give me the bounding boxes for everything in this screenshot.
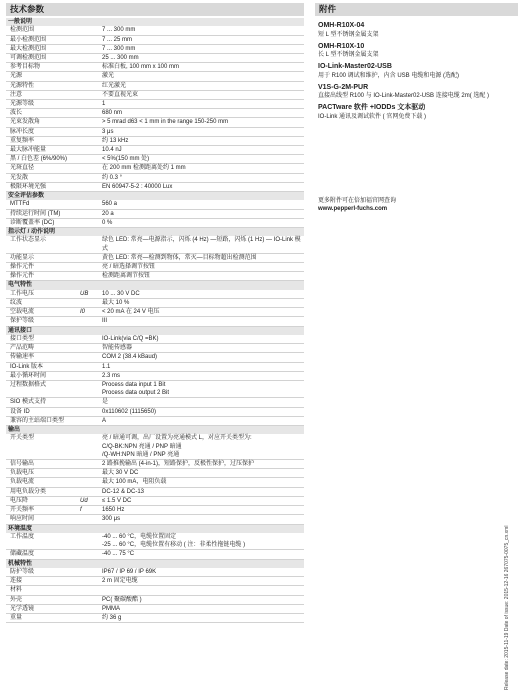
spec-label: 负载电流 [10, 479, 35, 486]
spec-label: 设备 ID [10, 408, 30, 415]
spec-value: -40 ... 75 °C [102, 551, 135, 558]
spec-row [6, 434, 304, 460]
spec-label: 波长 [10, 110, 23, 117]
spec-value: III [102, 318, 108, 325]
spec-label: 纹波 [10, 300, 23, 307]
spec-row [6, 109, 304, 118]
spec-value: 红光激光 [102, 82, 127, 89]
spec-label: 操作元件 [10, 264, 35, 271]
spec-value: > 5 mrad d63 < 1 mm in the range 150-250 mm [102, 119, 229, 126]
spec-value: 0 % [102, 219, 113, 226]
spec-label: 最小检测范围 [10, 36, 47, 43]
spec-symbol: I0 [80, 309, 86, 316]
spec-label: 空载电流 [10, 309, 35, 316]
spec-row [6, 344, 304, 353]
spec-value: 约 13 kHz [102, 137, 129, 144]
spec-value: < 20 mA 在 24 V 电压 [102, 309, 160, 316]
spec-value: IO-Link(via C/Q =BK) [102, 336, 159, 343]
accessory-description: 短 L 型不锈钢金属支架 [318, 31, 379, 38]
spec-label: 黑 / 白色差 (6%/90%) [10, 156, 68, 163]
spec-label: 光束发散角 [10, 119, 41, 126]
spec-label: 储藏温度 [10, 551, 35, 558]
spec-row [6, 100, 304, 109]
spec-value: 300 μs [102, 516, 121, 523]
spec-row [6, 137, 304, 146]
spec-row [6, 290, 304, 299]
spec-row [6, 82, 304, 91]
release-info-sidebar: Release date: 2015-11-19 Date of issue: 2015-12-16 267075-0075_cn.xml [504, 525, 510, 690]
spec-label: 工作电压 [10, 290, 35, 297]
spec-value: 560 a [102, 201, 118, 208]
spec-row [6, 45, 304, 54]
spec-value: 黄色 LED: 常亮—检测到物体，常灭—目标物超出检测范围 [102, 254, 257, 261]
spec-row [6, 236, 304, 253]
spec-label: 光发散 [10, 174, 29, 181]
spec-row [6, 128, 304, 137]
spec-value: 7 ... 300 mm [102, 45, 136, 52]
spec-row [6, 299, 304, 308]
spec-label: 持续运行时间 (TM) [10, 210, 61, 217]
accessory-description: 长 L 型不锈钢金属支架 [318, 52, 379, 58]
accessory-name: OMH-R10X-04 [318, 22, 365, 29]
spec-row [6, 183, 304, 192]
spec-row [6, 372, 304, 381]
spec-label: 传输速率 [10, 354, 35, 361]
spec-row [6, 515, 304, 524]
accessory-description: 直接出线型 R100 与 IO-Link-Master02-USB 连接电缆 2m( 选配 ) [318, 93, 490, 99]
section-header: 机械特性 [6, 560, 304, 568]
spec-row [6, 506, 304, 515]
spec-row [6, 586, 304, 595]
spec-row [6, 353, 304, 362]
spec-row [6, 210, 304, 219]
spec-symbol: Ud [80, 497, 88, 504]
spec-row [6, 174, 304, 183]
spec-row [6, 605, 304, 614]
spec-label: 连接 [10, 578, 23, 585]
spec-row [6, 417, 304, 426]
spec-value: 1650 Hz [102, 507, 125, 514]
spec-value: 激光 [102, 73, 115, 80]
accessories-header: 附件 [315, 3, 518, 16]
spec-value: 检测距离调节按钮 [102, 273, 151, 280]
spec-label: 光斑直径 [10, 165, 35, 172]
spec-value: 7 ... 25 mm [102, 36, 133, 43]
spec-label: 极限环境光强 [10, 183, 47, 190]
accessory-description: 用于 R100 调试和维护，内含 USB 电缆和电源 (选配) [318, 72, 460, 79]
spec-label: 最大脉冲能量 [10, 147, 47, 154]
spec-label: 光源特性 [10, 82, 35, 89]
spec-value: 最大 10 % [102, 300, 130, 307]
spec-row [6, 469, 304, 478]
spec-value: PC( 聚碳酸酯 ) [102, 596, 142, 603]
spec-value: 约 36 g [102, 614, 122, 621]
more-info [318, 197, 518, 213]
spec-table [6, 18, 304, 623]
spec-row [6, 317, 304, 326]
spec-value: 不要直视光束 [102, 91, 139, 98]
spec-row [6, 614, 304, 623]
spec-label: 电压降 [10, 497, 29, 504]
spec-label: 过程数据格式 [10, 382, 47, 389]
spec-value: 1 [102, 101, 106, 108]
spec-value: PMMA [102, 605, 120, 612]
spec-row [6, 335, 304, 344]
spec-value: < 5%(150 mm 处) [102, 156, 150, 163]
spec-row [6, 54, 304, 63]
spec-label: 功能显示 [10, 254, 35, 261]
spec-value: 约 0.3 ° [102, 174, 123, 181]
spec-label: 防护等级 [10, 568, 35, 575]
spec-row [6, 596, 304, 605]
spec-label: 工作状态显示 [10, 237, 47, 244]
spec-row [6, 478, 304, 487]
tech-spec-header: 技术参数 [6, 3, 304, 16]
spec-label: 脉冲长度 [10, 128, 35, 135]
spec-label: 保护等级 [10, 318, 35, 325]
spec-row [6, 363, 304, 372]
spec-value: -40 ... 60 °C，电缆位置固定 -25 ... 60 °C，电缆位置有移动 ( 注：非柔性拖链电缆 ) [102, 533, 246, 549]
spec-row [6, 164, 304, 173]
section-header: 电气特性 [6, 281, 304, 289]
spec-row [6, 460, 304, 469]
spec-label: SIO 模式支持 [10, 399, 47, 406]
spec-row [6, 200, 304, 209]
spec-row [6, 254, 304, 263]
spec-row [6, 146, 304, 155]
spec-value: 智能传感器 [102, 345, 133, 352]
spec-row [6, 568, 304, 577]
spec-value: 7 ... 300 mm [102, 27, 136, 34]
spec-label: 注意 [10, 91, 23, 98]
spec-label: 工作温度 [10, 533, 35, 540]
spec-label: 接口类型 [10, 336, 35, 343]
spec-row [6, 308, 304, 317]
spec-label: 参考目标物 [10, 64, 41, 71]
spec-value: 最大 100 mA，电阻负载 [102, 479, 167, 486]
spec-label: 外壳 [10, 596, 23, 603]
spec-label: 用电负载分类 [10, 488, 47, 495]
spec-symbol: UB [80, 290, 89, 297]
spec-label: 可调检测范围 [10, 55, 47, 61]
spec-row [6, 272, 304, 281]
accessory-name: IO-Link-Master02-USB [318, 63, 392, 70]
spec-label: 开关频率 [10, 507, 35, 514]
spec-row [6, 577, 304, 586]
spec-value [102, 586, 304, 594]
spec-value: 2 路推挽输出 (4-in-1)，短路保护，反极性保护，过压保护 [102, 461, 255, 468]
spec-row [6, 118, 304, 127]
spec-row [6, 155, 304, 164]
spec-label: 最大检测范围 [10, 45, 47, 52]
spec-label: 诊断覆盖率 (DC) [10, 219, 55, 226]
spec-value: 在 200 mm 检测距离处约 1 mm [102, 165, 186, 172]
spec-value: 亮 / 暗选择调节按钮 [102, 264, 156, 271]
spec-value: A [102, 417, 107, 424]
spec-label: MTTFd [10, 201, 30, 208]
spec-value: 绿色 LED: 常亮—电源指示，闪烁 (4 Hz) —短路，闪烁 (1 Hz) — IO-Link 模式 [102, 237, 301, 252]
spec-value: Process data input 1 Bit Process data output 2 Bit [102, 382, 170, 397]
spec-label: 操作元件 [10, 273, 35, 280]
spec-value: 最大 30 V DC [102, 470, 139, 477]
accessory-name: PACTware 软件 +IODDs 文本驱动 [318, 104, 426, 111]
spec-label: 材料 [10, 587, 23, 594]
spec-row [6, 263, 304, 272]
spec-label: IO-Link 版本 [10, 363, 44, 370]
spec-value: DC-12 & DC-13 [102, 488, 145, 495]
spec-value: 10.4 nJ [102, 147, 122, 154]
spec-value: ≤ 1.5 V DC [102, 497, 132, 504]
spec-label: 光源等级 [10, 101, 35, 108]
spec-value: 1.1 [102, 363, 111, 370]
spec-value: COM 2 (38.4 kBaud) [102, 354, 158, 361]
spec-row [6, 26, 304, 35]
section-header: 通讯接口 [6, 327, 304, 335]
spec-label: 开关类型 [10, 435, 35, 442]
spec-label: 最小循环时间 [10, 372, 47, 379]
section-header: 指示灯 / 动作说明 [6, 228, 304, 236]
spec-label: 兼容的主站端口类型 [10, 417, 65, 424]
more-info-text: 更多附件可在倍加福官网查询 [318, 198, 397, 204]
spec-row [6, 408, 304, 417]
accessory-description: IO-Link 通讯及调试软件 ( 官网免费下载 ) [318, 113, 427, 120]
spec-row [6, 497, 304, 506]
spec-value: 亮 / 暗通可调，出厂设置为亮通模式 L，对应开关类型为: C/Q-BK:NPN 亮通 / PNP 暗通 /Q-WH:NPN 暗通 / PNP 亮通 [102, 435, 252, 458]
spec-row [6, 550, 304, 559]
spec-label: 产品范畴 [10, 345, 35, 352]
spec-value: EN 60947-5-2 : 40000 Lux [102, 183, 173, 190]
spec-label: 重复频率 [10, 137, 35, 144]
spec-row [6, 219, 304, 228]
spec-row [6, 381, 304, 398]
accessories-list [318, 18, 518, 121]
spec-label: 光源 [10, 73, 23, 80]
section-header: 输出 [6, 426, 304, 434]
spec-label: 响应时间 [10, 516, 35, 523]
spec-symbol: f [80, 507, 82, 514]
spec-value: 680 nm [102, 110, 123, 117]
spec-value: 2 m 固定电缆 [102, 578, 138, 585]
spec-value: 是 [102, 399, 109, 406]
accessory-name: V1S-G-2M-PUR [318, 83, 369, 91]
spec-value: 3 μs [102, 128, 114, 135]
spec-value: 20 a [102, 210, 114, 217]
spec-label: 检测范围 [10, 27, 35, 34]
spec-row [6, 91, 304, 100]
spec-value: 2.3 ms [102, 372, 121, 379]
spec-label: 光学透镜 [10, 605, 35, 612]
section-header: 一般说明 [6, 18, 304, 26]
spec-value: 10 ... 30 V DC [102, 290, 140, 297]
spec-row [6, 36, 304, 45]
spec-value: 25 ... 300 mm [102, 55, 139, 61]
spec-value: IP67 / IP 69 / IP 69K [102, 568, 157, 575]
spec-row [6, 533, 304, 550]
spec-value: 标准白板, 100 mm x 100 mm [102, 64, 180, 71]
spec-value: 0x110602 (1115650) [102, 408, 157, 415]
spec-label: 重量 [10, 614, 23, 621]
spec-row [6, 63, 304, 72]
section-header: 环境温度 [6, 525, 304, 533]
spec-row [6, 488, 304, 497]
spec-row [6, 398, 304, 407]
website-link[interactable]: www.pepperl-fuchs.com [318, 206, 388, 212]
accessory-name: OMH-R10X-10 [318, 42, 365, 50]
spec-label: 信号输出 [10, 461, 35, 468]
spec-row [6, 72, 304, 81]
section-header: 安全评估参数 [6, 192, 304, 200]
spec-label: 负载电压 [10, 470, 35, 477]
